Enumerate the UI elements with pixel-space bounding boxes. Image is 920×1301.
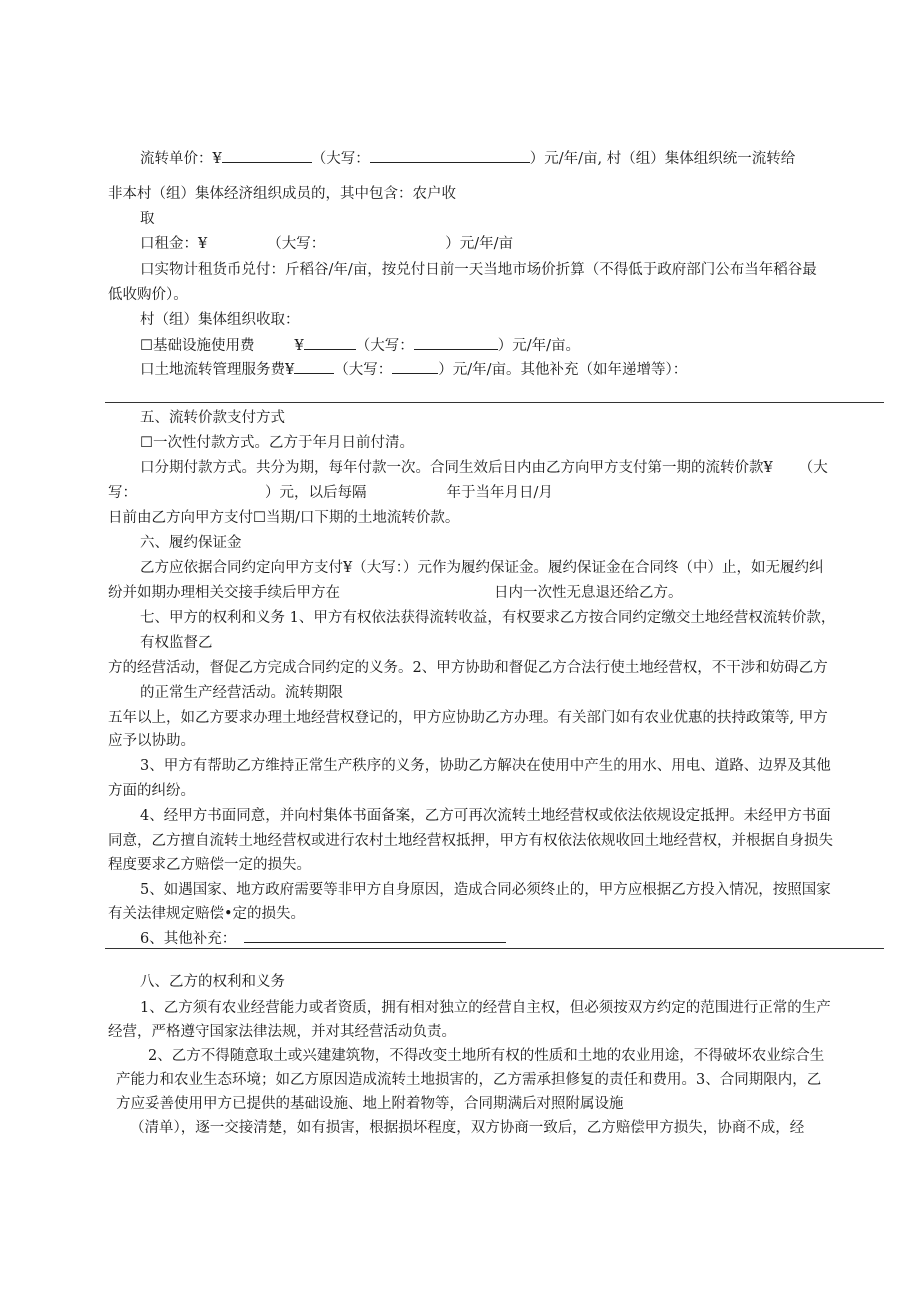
sec6-line-2: 纷并如期办理相关交接手续后甲方在 日内一次性无息退还给乙方。 <box>108 585 683 601</box>
sec8-line-5: 方应妥善使用甲方已提供的基础设施、地上附着物等，合同期满后对照附属设施 <box>116 1096 624 1112</box>
price-line-2: 非本村（组）集体经济组织成员的，其中包含：农户收 <box>108 186 456 202</box>
price-unit-label: 流转单价：¥ <box>140 151 222 167</box>
sec8-line-6: （清单），逐一交接清楚，如有损害，根据损坏程度，双方协商一致后，乙方赔偿甲方损失，协商不成，经 <box>130 1120 805 1136</box>
sec7-line-1: 七、甲方的权利和义务 1、甲方有权依法获得流转收益，有权要求乙方按合同约定缴交土地经营权流转价款， <box>140 610 836 626</box>
sec7-line-11: 程度要求乙方赔偿一定的损失。 <box>108 857 311 873</box>
blank-field <box>414 335 498 350</box>
sec7-line-12: 5、如遇国家、地方政府需要等非甲方自身原因，造成合同必须终止的，甲方应根据乙方投入情况，按照国家 <box>140 882 831 898</box>
blank-field <box>294 359 334 374</box>
sec8-line-3: 2、乙方不得随意取土或兴建建筑物，不得改变土地所有权的性质和土地的农业用途，不得破坏农业综合生 <box>148 1048 825 1064</box>
sec5-line-2: 口分期付款方式。共分为期，每年付款一次。合同生效后日内由乙方向甲方支付第一期的流转价款¥ （大 <box>140 460 828 476</box>
sec5-line-4: 日前由乙方向甲方支付☐当期/口下期的土地流转价款。 <box>108 510 460 526</box>
sec7-line-14: 6、其他补充： <box>140 928 506 949</box>
sec6-line-1: 乙方应依据合同约定向甲方支付¥（大写：）元作为履约保证金。履约保证金在合同终（中）止，如无履约纠 <box>140 560 824 576</box>
infra-fee-line: ☐基础设施使用费 ¥ （大写： ）元/年/亩。 <box>140 335 580 356</box>
divider <box>105 948 884 949</box>
sec5-line-1: ☐一次性付款方式。乙方于年月日前付清。 <box>140 435 414 451</box>
blank-field <box>222 148 312 163</box>
rent-line: 口租金：¥ （大写： ）元/年/亩 <box>140 236 514 252</box>
sec7-line-6: 应予以协助。 <box>108 733 195 749</box>
sec7-line-13: 有关法律规定赔偿•定的损失。 <box>108 906 306 922</box>
mgmt-fee-line: 口土地流转管理服务费¥ （大写： ）元/年/亩。其他补充（如年递增等）： <box>140 359 687 380</box>
in-kind-line-2: 低收购价）。 <box>108 287 188 303</box>
sec8-line-2: 经营，严格遵守国家法律法规，并对其经营活动负责。 <box>108 1024 456 1040</box>
sec7-line-10: 同意，乙方擅自流转土地经营权或进行农村土地经营权抵押，甲方有权依法依规收回土地经营权，并根据自身损失 <box>108 833 833 849</box>
sec8-line-1: 1、乙方须有农业经营能力或者资质，拥有相对独立的经营自主权，但必须按双方约定的范围进行正常的生产 <box>140 1000 831 1016</box>
sec8-line-4: 产能力和农业生态环境；如乙方原因造成流转土地损害的，乙方需承担修复的责任和费用。3、合同期限内，乙 <box>116 1072 822 1088</box>
section-6-title: 六、履约保证金 <box>140 535 242 551</box>
blank-field <box>304 335 356 350</box>
price-line-1: 流转单价：¥ （大写： ）元/年/亩, 村（组）集体组织统一流转给 <box>140 148 795 169</box>
price-line-3: 取 <box>140 211 155 227</box>
sec5-line-3: 写： ）元，以后每隔 年于当年月日/月 <box>108 485 553 501</box>
section-5-title: 五、流转价款支付方式 <box>140 410 285 426</box>
village-collect-line: 村（组）集体组织收取： <box>140 312 300 328</box>
divider <box>105 402 884 403</box>
blank-field <box>244 928 506 943</box>
sec7-line-2: 有权监督乙 <box>140 635 213 651</box>
in-kind-line: 口实物计租货币兑付：斤稻谷/年/亩，按兑付日前一天当地市场价折算（不得低于政府部门公布当年稻谷最 <box>140 262 817 278</box>
blank-field <box>370 148 530 163</box>
sec7-line-3: 方的经营活动，督促乙方完成合同约定的义务。2、甲方协助和督促乙方合法行使土地经营权，不干涉和妨碍乙方 <box>108 660 828 676</box>
blank-field <box>392 359 438 374</box>
sec7-line-8: 方面的纠纷。 <box>108 783 195 799</box>
sec7-line-9: 4、经甲方书面同意，并向村集体书面备案，乙方可再次流转土地经营权或依法依规设定抵押。未经甲方书面 <box>140 808 831 824</box>
sec7-line-5: 五年以上，如乙方要求办理土地经营权登记的，甲方应协助乙方办理。有关部门如有农业优惠的扶持政策等, 甲方 <box>108 710 828 726</box>
section-8-title: 八、乙方的权利和义务 <box>140 974 285 990</box>
sec7-line-7: 3、甲方有帮助乙方维持正常生产秩序的义务，协助乙方解决在使用中产生的用水、用电、道路、边界及其他 <box>140 758 831 774</box>
sec7-line-4: 的正常生产经营活动。流转期限 <box>140 685 343 701</box>
